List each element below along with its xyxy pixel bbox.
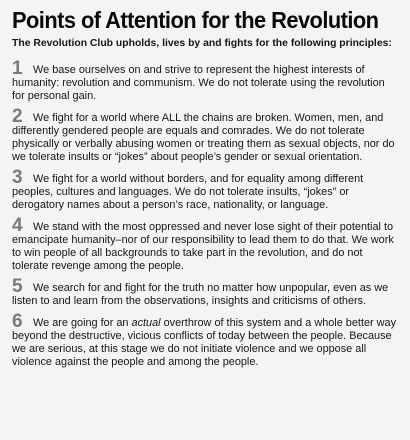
principle-1: [12, 58, 398, 103]
principle-text-emphasis: actual: [131, 317, 161, 329]
principle-text: We stand with the most oppressed and never lose sight of their potential to emancipate humanity–nor of our responsibility to lead them to do that. We work to win people of all backgrounds to take part in the revolution, and do not tolerate revenge among the people.: [12, 221, 394, 272]
principle-text: We fight for a world where ALL the chains are broken. Women, men, and differently gendered people are equals and comrades. We do not tolerate physically or verbally abusing women or treating them as sexual objects, nor do we tolerate insults or “jokes” about people’s gender or sexual orientation.: [12, 112, 395, 163]
principle-text-start: We are going for an: [33, 317, 132, 329]
principles-list: [12, 58, 398, 369]
document-subtitle: The Revolution Club upholds, lives by and fights for the following principles:: [12, 38, 392, 49]
principle-5: [12, 276, 398, 308]
principle-number: 2: [12, 106, 23, 127]
principle-number: 1: [12, 58, 23, 79]
principle-text: We search for and fight for the truth no matter how unpopular, even as we listen to and learn from the observations, insights and criticisms of others.: [12, 282, 389, 307]
principle-6: [12, 311, 398, 369]
principle-number: 5: [12, 276, 23, 297]
principle-2: [12, 106, 398, 164]
principle-text-end: overthrow of this system and a whole better way beyond the destructive, vicious conflicts of today between the people. Because we are serious, at this stage we do not initiate violence and we oppose all violence against the people and among the people.: [12, 317, 397, 368]
principle-4: [12, 215, 398, 273]
document-title: Points of Attention for the Revolution: [12, 7, 379, 33]
principle-text: We base ourselves on and strive to represent the highest interests of humanity: revolution and communism. We do not tolerate using the revolution for personal gain.: [12, 64, 385, 102]
principle-number: 3: [12, 167, 23, 188]
principle-3: [12, 167, 398, 212]
principle-text: We fight for a world without borders, and for equality among different peoples, cultures and languages. We do not tolerate insults, “jokes” or derogatory names about a person’s race, nationality, or language.: [12, 173, 364, 211]
principle-number: 4: [12, 215, 23, 236]
principle-number: 6: [12, 311, 23, 332]
